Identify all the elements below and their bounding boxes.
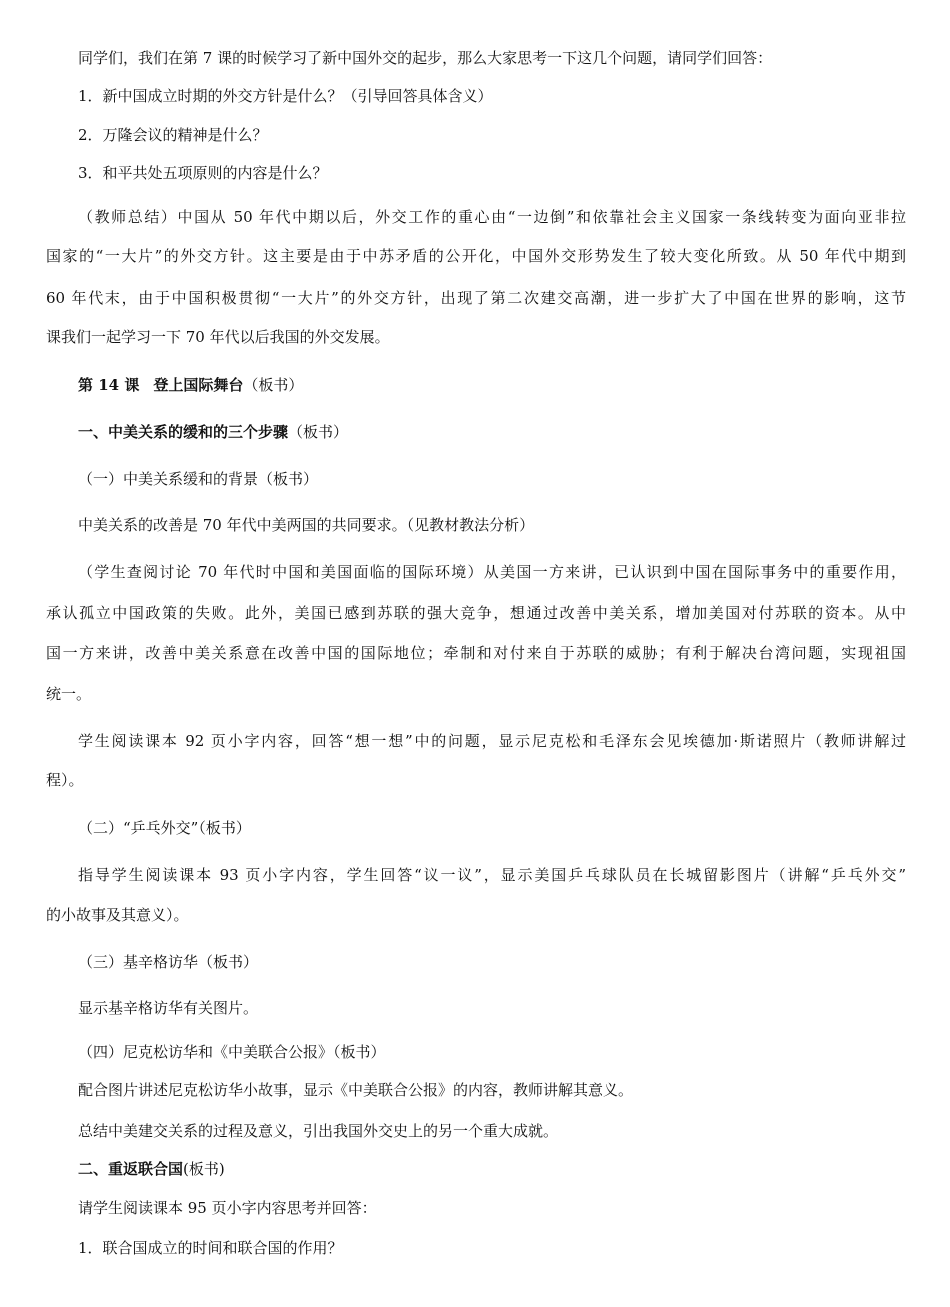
teacher-summary-line-4: 课我们一起学习一下 70 年代以后我国的外交发展。 xyxy=(46,328,390,346)
discussion-line-2: 承认孤立中国政策的失败。此外，美国已感到苏联的强大竞争，想通过改善中美关系，增加美国对付苏联的资本。从中 xyxy=(46,604,906,622)
question-un: 1．联合国成立的时间和联合国的作用？ xyxy=(78,1239,343,1257)
teacher-summary-line-1: （教师总结）中国从 50 年代中期以后，外交工作的重心由“一边倒”和依靠社会主义国家一条线转变为面向亚非拉 xyxy=(78,208,906,226)
subsection-3-text: 显示基辛格访华有关图片。 xyxy=(78,999,259,1017)
discussion-line-1: （学生查阅讨论 70 年代时中国和美国面临的国际环境）从美国一方来讲，已认识到中国在国际事务中的重要作用， xyxy=(78,563,906,581)
subsection-4-summary: 总结中美建交关系的过程及意义，引出我国外交史上的另一个重大成就。 xyxy=(78,1122,559,1140)
discussion-line-3: 国一方来讲，改善中美关系意在改善中国的国际地位；牵制和对付来自于苏联的威胁；有利于解决台湾问题，实现祖国 xyxy=(46,644,906,662)
section-1-heading xyxy=(78,421,348,443)
reading-93-line-2: 的小故事及其意义）。 xyxy=(46,906,189,924)
lesson-number: 第 14 课 xyxy=(78,376,140,394)
subsection-2-heading: （二）“乒乓外交”（板书） xyxy=(78,819,251,837)
lesson-title: 登上国际舞台 xyxy=(153,376,244,394)
reading-93-line-1: 指导学生阅读课本 93 页小字内容，学生回答“议一议”，显示美国乒乓球队员在长城留影图片（讲解“乒乓外交” xyxy=(78,866,906,884)
reading-92-line-1: 学生阅读课本 92 页小字内容，回答“想一想”中的问题，显示尼克松和毛泽东会见埃德加·斯诺照片（教师讲解过 xyxy=(78,732,906,750)
reading-95-text: 请学生阅读课本 95 页小字内容思考并回答： xyxy=(78,1199,377,1217)
teacher-summary-line-3: 60 年代末，由于中国积极贯彻“一大片”的外交方针，出现了第二次建交高潮，进一步扩大了中国在世界的影响，这节 xyxy=(46,289,906,307)
intro-paragraph: 同学们，我们在第 7 课的时候学习了新中国外交的起步，那么大家思考一下这几个问题，请同学们回答： xyxy=(78,49,773,67)
section-2-title: 二、重返联合国 xyxy=(78,1160,184,1178)
teacher-summary-line-2: 国家的“一大片”的外交方针。这主要是由于中苏矛盾的公开化，中国外交形势发生了较大变化所致。从 50 年代中期到 xyxy=(46,247,906,265)
question-1: 1．新中国成立时期的外交方针是什么？（引导回答具体含义） xyxy=(78,87,493,105)
subsection-3-heading: （三）基辛格访华（板书） xyxy=(78,953,259,971)
subsection-4-heading: （四）尼克松访华和《中美联合公报》（板书） xyxy=(78,1043,386,1061)
section-2-note: (板书) xyxy=(183,1160,225,1178)
section-1-note: （板书） xyxy=(288,423,349,441)
reading-92-line-2: 程）。 xyxy=(46,771,84,789)
discussion-line-4: 统一。 xyxy=(46,685,92,703)
section-1-title: 一、中美关系的缓和的三个步骤 xyxy=(78,423,289,441)
subsection-4-text: 配合图片讲述尼克松访华小故事，显示《中美联合公报》的内容，教师讲解其意义。 xyxy=(78,1081,634,1099)
question-2: 2．万隆会议的精神是什么？ xyxy=(78,126,268,144)
subsection-1-heading: （一）中美关系缓和的背景（板书） xyxy=(78,470,319,488)
lesson-note: （板书） xyxy=(243,376,304,394)
subsection-1-text: 中美关系的改善是 70 年代中美两国的共同要求。（见教材教法分析） xyxy=(78,516,535,534)
question-3: 3．和平共处五项原则的内容是什么？ xyxy=(78,164,328,182)
lesson-heading xyxy=(78,374,303,396)
section-2-heading xyxy=(78,1158,225,1180)
